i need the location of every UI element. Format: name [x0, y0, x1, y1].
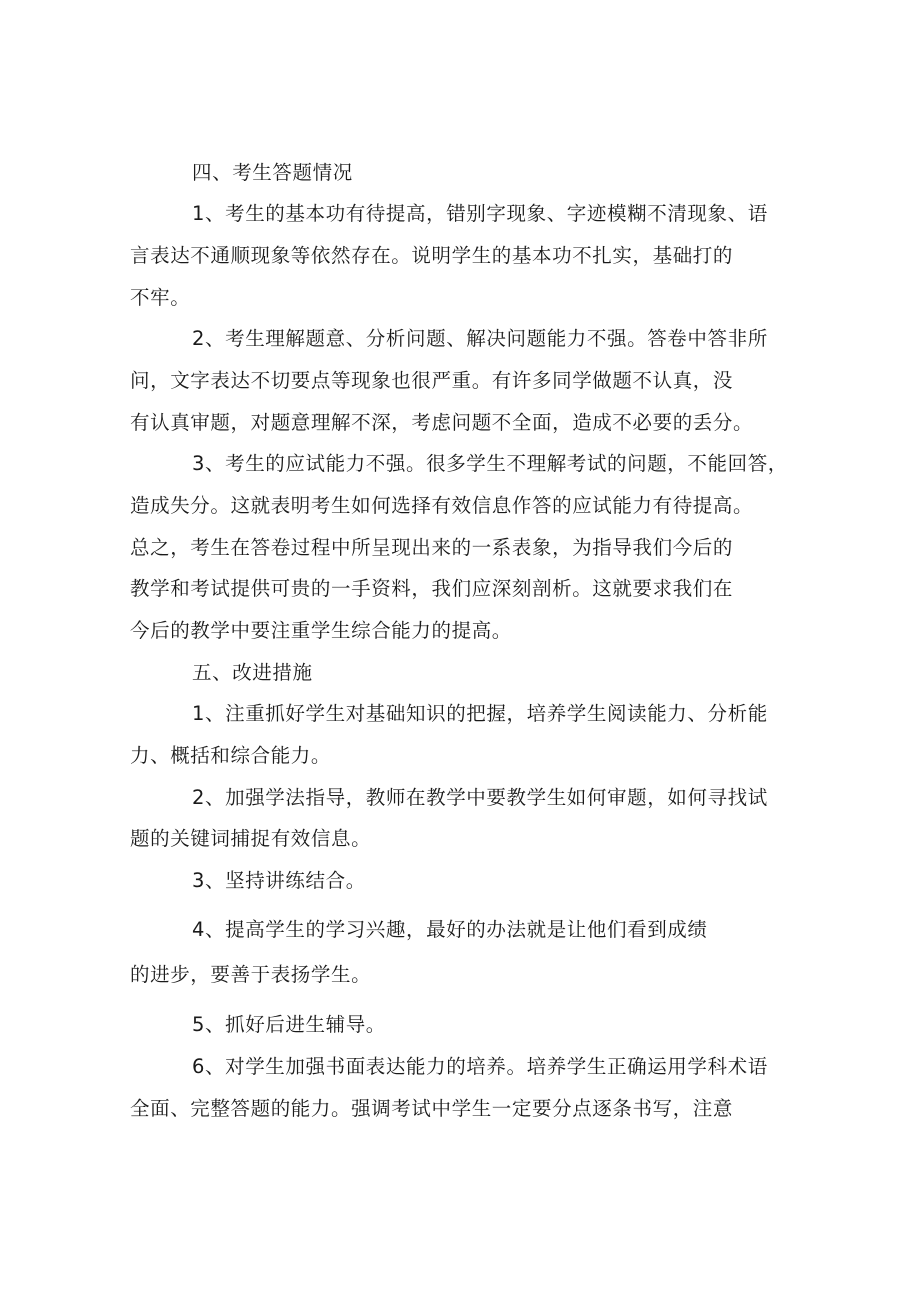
paragraph-line: 问，文字表达不切要点等现象也很严重。有许多同学做题不认真，没 — [130, 369, 734, 392]
paragraph-line: 1、注重抓好学生对基础知识的把握，培养学生阅读能力、分析能 — [192, 702, 768, 725]
paragraph-line: 今后的教学中要注重学生综合能力的提高。 — [130, 619, 512, 642]
paragraph-line: 2、加强学法指导，教师在教学中要教学生如何审题，如何寻找试 — [192, 786, 768, 809]
paragraph-line: 造成失分。这就表明考生如何选择有效信息作答的应试能力有待提高。 — [130, 494, 754, 517]
paragraph-line: 3、坚持讲练结合。 — [192, 869, 366, 892]
paragraph-line: 不牢。 — [130, 286, 191, 309]
paragraph-line: 全面、完整答题的能力。强调考试中学生一定要分点逐条书写，注意 — [130, 1097, 734, 1120]
paragraph-line: 力、概括和综合能力。 — [130, 744, 332, 767]
paragraph-line: 3、考生的应试能力不强。很多学生不理解考试的问题，不能回答， — [192, 452, 788, 475]
paragraph-line: 总之，考生在答卷过程中所呈现出来的一系表象，为指导我们今后的 — [130, 536, 734, 559]
paragraph-line: 教学和考试提供可贵的一手资料，我们应深刻剖析。这就要求我们在 — [130, 577, 734, 600]
section-heading-4: 四、考生答题情况 — [192, 161, 353, 184]
paragraph-line: 有认真审题，对题意理解不深，考虑问题不全面，造成不必要的丢分。 — [130, 411, 754, 434]
paragraph-line: 2、考生理解题意、分析问题、解决问题能力不强。答卷中答非所 — [192, 327, 768, 350]
section-heading-5: 五、改进措施 — [192, 661, 313, 684]
paragraph-line: 言表达不通顺现象等依然存在。说明学生的基本功不扎实，基础打的 — [130, 244, 734, 267]
paragraph-line: 题的关键词捕捉有效信息。 — [130, 827, 372, 850]
paragraph-line: 1、考生的基本功有待提高，错别字现象、字迹模糊不清现象、语 — [192, 202, 768, 225]
paragraph-line: 4、提高学生的学习兴趣，最好的办法就是让他们看到成绩 — [192, 918, 708, 941]
paragraph-line: 的进步，要善于表扬学生。 — [130, 963, 372, 986]
paragraph-line: 6、对学生加强书面表达能力的培养。培养学生正确运用学科术语 — [192, 1055, 768, 1078]
paragraph-line: 5、抓好后进生辅导。 — [192, 1013, 386, 1036]
